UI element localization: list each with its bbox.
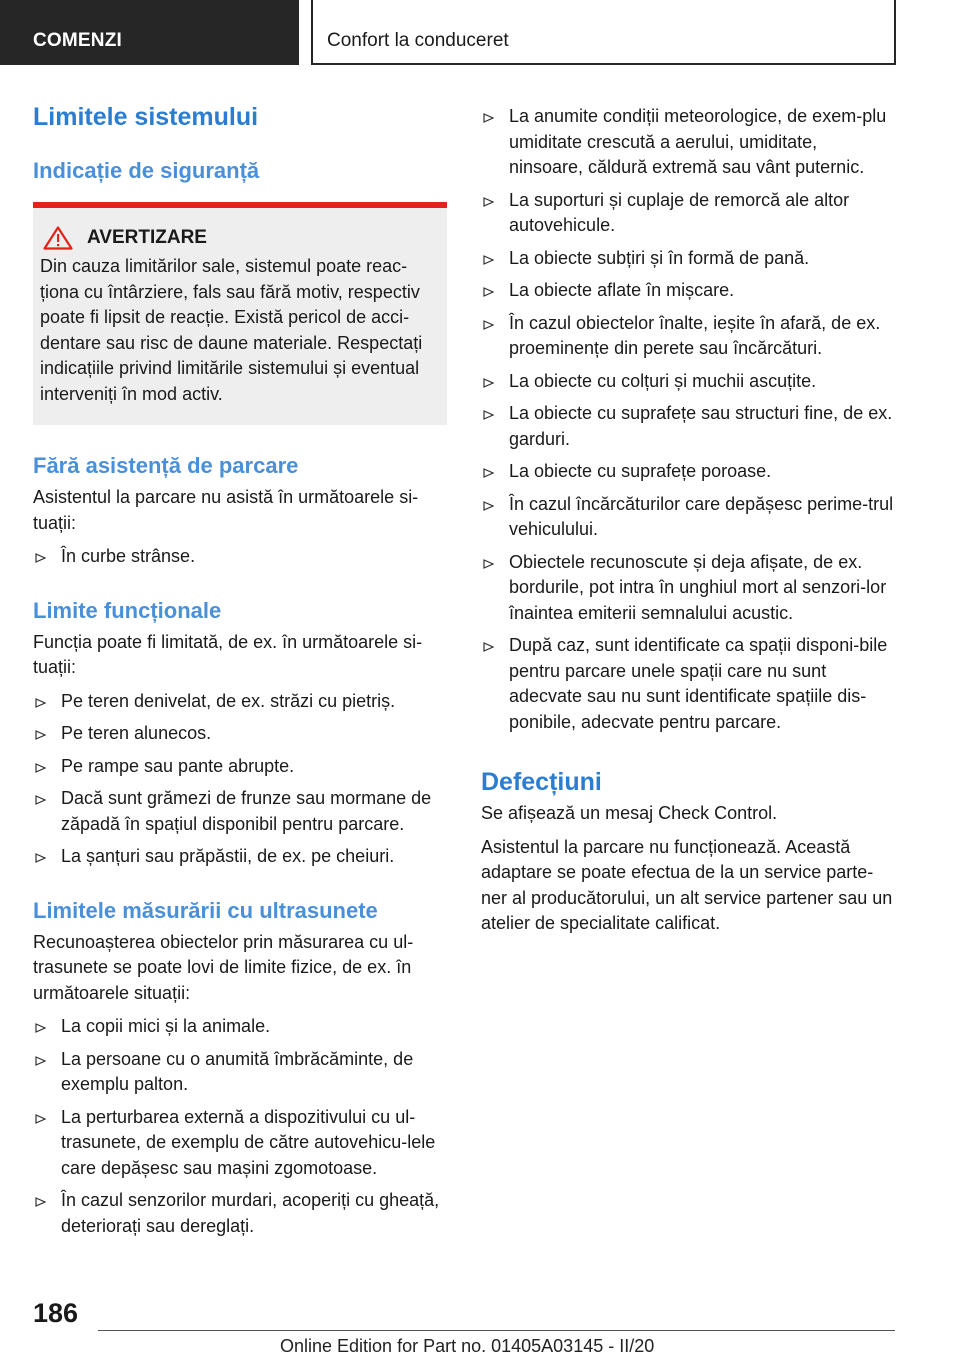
- triangle-right-icon: [35, 763, 46, 773]
- list-item-text: La copii mici și la animale.: [61, 1016, 271, 1036]
- triangle-right-icon: [483, 287, 494, 297]
- list-item-text: În cazul senzorilor murdari, acoperiți cu gheață, deteriorați sau dereglați.: [61, 1190, 440, 1236]
- list-item-text: La persoane cu o anumită îmbrăcăminte, de exemplu palton.: [61, 1048, 414, 1094]
- list-item-text: Obiectele recunoscute și deja afișate, de ex. bordurile, pot intra în unghiul mort al senzori-lor înaintea emiterii semnalului acustic.: [509, 551, 887, 623]
- defects-heading: Defecțiuni: [481, 768, 602, 796]
- triangle-right-icon: [483, 320, 494, 330]
- list-item: [33, 544, 447, 570]
- section-intro: Recunoașterea obiectelor prin măsurarea cu ul-trasunete se poate lovi de limite fizice, de ex. în următoarele situații:: [33, 931, 414, 1003]
- list-item: [33, 689, 447, 715]
- section-heading-functional-limits: Limite funcționale: [33, 597, 222, 623]
- list-item: [33, 1188, 447, 1239]
- list-item-text: La anumite condiții meteorologice, de exem-plu umiditate crescută a aerului, umiditate, ninsoare, căldură extremă sau vânt puternic.: [509, 106, 887, 177]
- triangle-right-icon: [35, 1197, 46, 1207]
- list-item: [481, 401, 895, 452]
- warning-label: AVERTIZARE: [87, 227, 207, 248]
- list-item: [481, 633, 895, 735]
- footer-divider: [98, 1330, 895, 1331]
- list-item: [33, 786, 447, 837]
- list-item: [481, 369, 895, 395]
- list-item-text: În cazul obiectelor înalte, ieșite în afară, de ex. proeminențe din perete sau încărcături.: [509, 312, 881, 358]
- triangle-right-icon: [35, 553, 46, 563]
- warning-triangle-icon: [43, 226, 73, 250]
- list-item: [481, 550, 895, 627]
- list-item-text: Pe teren denivelat, de ex. străzi cu pietriș.: [61, 690, 396, 711]
- list-item-text: În cazul încărcăturilor care depășesc perime-trul vehiculului.: [509, 493, 894, 539]
- list-item: [481, 492, 895, 543]
- triangle-right-icon: [35, 1114, 46, 1124]
- list-item-text: La obiecte cu suprafețe sau structuri fine, de ex. garduri.: [509, 403, 893, 449]
- list-item: [481, 188, 895, 239]
- list-item: [481, 311, 895, 362]
- chapter-title: Confort la conduceret: [311, 0, 896, 65]
- list-item: [481, 459, 895, 485]
- right-column: [481, 104, 895, 945]
- list-item-text: Pe teren alunecos.: [61, 723, 212, 743]
- list-item-text: La obiecte cu suprafețe poroase.: [509, 461, 772, 481]
- page-title: Limitele sistemului: [33, 103, 259, 131]
- triangle-right-icon: [483, 410, 494, 420]
- bullet-list: [481, 104, 895, 735]
- left-column: [33, 100, 447, 1246]
- list-item-text: La obiecte subțiri și în formă de pană.: [509, 247, 810, 268]
- footer-edition: Online Edition for Part no. 01405A03145 - II/20: [280, 1336, 655, 1356]
- defects-paragraph-1: Se afișează un mesaj Check Control.: [481, 803, 778, 823]
- list-item-text: La perturbarea externă a dispozitivului cu ul-trasunete, de exemplu de către autovehicu-lele care depășesc sau mașini zgomotoase.: [61, 1106, 436, 1178]
- bullet-list: [33, 544, 447, 570]
- triangle-right-icon: [483, 468, 494, 478]
- list-item-text: În curbe strânse.: [61, 546, 196, 566]
- triangle-right-icon: [35, 1023, 46, 1033]
- list-item-text: La obiecte aflate în mișcare.: [509, 280, 735, 300]
- list-item-text: Dacă sunt grămezi de frunze sau mormane de zăpadă în spațiul disponibil pentru parcare.: [61, 788, 432, 834]
- list-item-text: Pe rampe sau pante abrupte.: [61, 755, 295, 776]
- list-item: [33, 1047, 447, 1098]
- defects-paragraph-2: Asistentul la parcare nu funcționează. Această adaptare se poate efectua de la un service parte-ner al producătorului, un alt service partener sau un atelier de specialitate calificat.: [481, 836, 893, 933]
- section-heading-no-assist: Fără asistență de parcare: [33, 453, 299, 478]
- triangle-right-icon: [483, 378, 494, 388]
- list-item: [33, 844, 447, 870]
- triangle-right-icon: [35, 730, 46, 740]
- list-item-text: După caz, sunt identificate ca spații disponi-bile pentru parcare unele spații care nu sunt adecvate sau nu sunt identificate spațiile dis-ponibile, adecvate pentru parcare.: [509, 635, 888, 732]
- list-item: [33, 1014, 447, 1040]
- list-item-text: La obiecte cu colțuri și muchii ascuțite.: [509, 370, 817, 391]
- list-item: [481, 104, 895, 181]
- section-intro: Funcția poate fi limitată, de ex. în următoarele si-tuații:: [33, 631, 423, 677]
- list-item: [33, 754, 447, 780]
- warning-box: [33, 202, 447, 425]
- list-item-text: La suporturi și cuplaje de remorcă ale altor autovehicule.: [509, 189, 850, 235]
- triangle-right-icon: [483, 501, 494, 511]
- triangle-right-icon: [35, 795, 46, 805]
- triangle-right-icon: [35, 698, 46, 708]
- list-item-text: La șanțuri sau prăpăstii, de ex. pe cheiuri.: [61, 846, 395, 866]
- safety-heading: Indicație de siguranță: [33, 158, 260, 183]
- list-item: [33, 721, 447, 747]
- triangle-right-icon: [483, 197, 494, 207]
- section-tab: COMENZI: [0, 0, 299, 65]
- page-number: 186: [33, 1298, 79, 1328]
- warning-text: Din cauza limitărilor sale, sistemul poate reac-ționa cu întârziere, fals sau fără motiv, respectiv poate fi lipsit de reacție. Există pericol de acci-dentare sau risc de daune materiale. Respectați indicațiile privind limitările sistemului și eventual interveniți în mod activ.: [40, 256, 423, 404]
- triangle-right-icon: [483, 113, 494, 123]
- list-item: [481, 278, 895, 304]
- section-intro: Asistentul la parcare nu asistă în următoarele si-tuații:: [33, 487, 419, 533]
- triangle-right-icon: [35, 1056, 46, 1066]
- triangle-right-icon: [483, 642, 494, 652]
- bullet-list: [33, 689, 447, 870]
- section-heading-ultrasound-limits: Limitele măsurării cu ultrasunete: [33, 897, 378, 923]
- list-item: [481, 246, 895, 272]
- warning-header: [40, 226, 441, 250]
- triangle-right-icon: [35, 853, 46, 863]
- list-item: [33, 1105, 447, 1182]
- triangle-right-icon: [483, 255, 494, 265]
- bullet-list: [33, 1014, 447, 1239]
- triangle-right-icon: [483, 559, 494, 569]
